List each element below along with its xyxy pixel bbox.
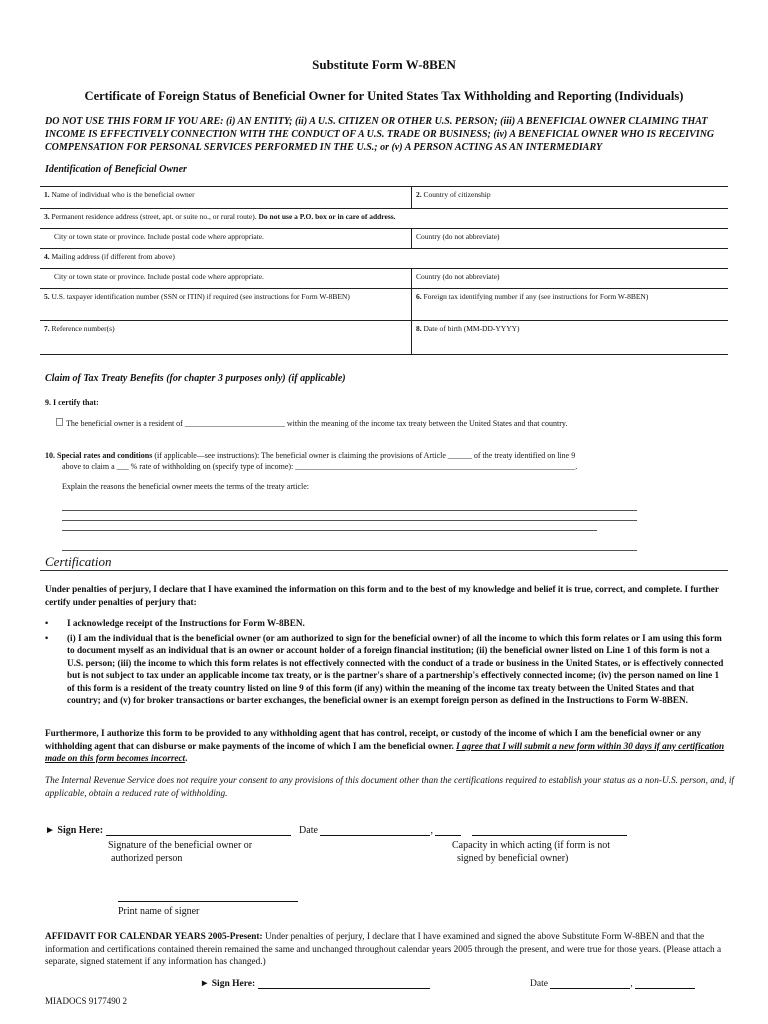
authorization-paragraph: Furthermore, I authorize this form to be provided to any withholding agent that has control, receipt, or custody of the income of which I am the beneficial owner or any withholding agent that can disburse or make payments of the income of which I am the beneficial owner. I agree that I will submit a new form within 30 days if any certification made on this form becomes incorrect. [45, 728, 725, 763]
date-year-line[interactable] [435, 825, 461, 836]
field-reference[interactable]: 7. Reference number(s) [40, 321, 412, 355]
explain-line-4[interactable] [62, 550, 637, 551]
field-us-tin[interactable]: 5. U.S. taxpayer identification number (SSN or ITIN) if required (see instructions for Form W-8BEN) [40, 289, 412, 321]
field-foreign-tin[interactable]: 6. Foreign tax identifying number if any (see instructions for Form W-8BEN) [412, 289, 729, 321]
affidavit-signature-row: ► Sign Here: [200, 978, 430, 989]
explain-line-2[interactable] [62, 520, 637, 521]
explain-line-1[interactable] [62, 510, 637, 511]
form-title: Substitute Form W-8BEN [312, 57, 456, 72]
signature-caption: Signature of the beneficial owner or authorized person [108, 840, 253, 864]
certification-heading: Certification [45, 554, 112, 569]
form-subtitle: Certificate of Foreign Status of Beneficial Owner for United States Tax Withholding and Reporting (Individuals) [84, 89, 684, 103]
treaty-heading: Claim of Tax Treaty Benefits (for chapter 3 purposes only) (if applicable) [45, 373, 346, 384]
certification-intro: Under penalties of perjury, I declare that I have examined the information on this form and to the best of my knowledge and belief it is true, correct, and complete. I further certify under penalties of perjury that: [45, 584, 719, 607]
affidavit-date-year-line[interactable] [635, 978, 695, 989]
line-9a: The beneficial owner is a resident of _________________________ within the meaning of the income tax treaty between the United States and that country. [56, 418, 567, 428]
signature-row: ► Sign Here: Date , [45, 825, 627, 836]
line-9-label: 9. I certify that: [45, 398, 99, 407]
affidavit-date-row: Date , [530, 978, 695, 989]
line-9a-checkbox[interactable] [56, 418, 63, 426]
affidavit-date-line[interactable] [550, 978, 630, 989]
field-country-2[interactable]: Country (do not abbreviate) [412, 269, 729, 289]
print-name-caption: Print name of signer [118, 906, 200, 917]
residence-country-blank[interactable]: _________________________ [184, 419, 285, 428]
explain-line-3[interactable] [62, 530, 597, 531]
print-name-line[interactable] [118, 901, 298, 902]
signature-line[interactable] [106, 825, 291, 836]
field-country-1[interactable]: Country (do not abbreviate) [412, 229, 729, 249]
explain-label: Explain the reasons the beneficial owner meets the terms of the treaty article: [62, 482, 310, 491]
field-citizenship[interactable]: 2. Country of citizenship [412, 187, 729, 209]
certification-bullets [45, 617, 725, 709]
identification-heading: Identification of Beneficial Owner [45, 164, 187, 175]
field-mailing-address[interactable]: 4. Mailing address (if different from above) [40, 249, 728, 269]
document-id: MIADOCS 9177490 2 [45, 996, 128, 1006]
field-name[interactable]: 1. Name of individual who is the beneficial owner [40, 187, 412, 209]
field-dob[interactable]: 8. Date of birth (MM-DD-YYYY) [412, 321, 729, 355]
field-city-2[interactable]: City or town state or province. Include postal code where appropriate. [40, 269, 412, 289]
affidavit: AFFIDAVIT FOR CALENDAR YEARS 2005-Present: Under penalties of perjury, I declare that I have examined and signed the above Substitute Form W-8BEN and that the information and certifications contained therein remained the same and unchanged throughout calendar years 2005 through the present, and were true for those years. (Please attach a separate, signed statement if any information has changed.) [45, 932, 722, 967]
irs-consent-note: The Internal Revenue Service does not require your consent to any provisions of this document other than the certifications required to establish your status as a non-U.S. person, and, if applicable, obtain a reduced rate of withholding. [45, 776, 734, 799]
bullet-statements: • (i) I am the individual that is the beneficial owner (or am authorized to sign for the beneficial owner) of all the income to which this form relates or I am using this form to document myself as an individual that is an owner or account holder of a foreign financial institution; (ii) the beneficial owner listed on Line 1 of this form is not a U.S. person; (iii) the income to which this form relates is not effectively connected with the conduct of a trade or business in the United States, or is effectively connected but is not subject to tax under an applicable income tax treaty, or is the partner's share of a partnership's effectively connected income; (iv) the person named on line 1 of this form is a resident of the treaty country listed on line 9 of this form (if any) within the meaning of the income tax treaty between the United States and that country; and (v) for broker transactions or barter exchanges, the beneficial owner is an exempt foreign person as defined in the Instructions to Form W-8BEN. [45, 632, 725, 707]
bullet-instructions: • I acknowledge receipt of the Instructions for Form W-8BEN. [45, 617, 725, 630]
certification-rule [40, 570, 728, 571]
usage-warning: DO NOT USE THIS FORM IF YOU ARE: (i) AN ENTITY; (ii) A U.S. CITIZEN OR OTHER U.S. PERSON; (iii) A BENEFICIAL OWNER CLAIMING THAT INCOME IS EFFECTIVELY CONNECTION WITH THE CONDUCT OF A U.S. TRADE OR BUSINESS; (iv) A BENEFICIAL OWNER WHO IS RECEIVING COMPENSATION FOR PERSONAL SERVICES PERFORMED IN THE U.S.; or (v) A PERSON ACTING AS AN INTERMEDIARY [45, 116, 715, 153]
identification-table [40, 186, 728, 355]
line-10: 10. Special rates and conditions (if applicable—see instructions): The beneficial owner is claiming the provisions of Article ______ of the treaty identified on line 9 above to claim a ___ % rate of withholding on (specify type of income): ______________________________________________________________________. [45, 451, 578, 471]
capacity-line[interactable] [472, 825, 627, 836]
field-permanent-address[interactable]: 3. Permanent residence address (street, apt. or suite no., or rural route). Do not use a P.O. box or in care of address. [40, 209, 728, 229]
field-city-1[interactable]: City or town state or province. Include postal code where appropriate. [40, 229, 412, 249]
date-line[interactable] [320, 825, 430, 836]
affidavit-signature-line[interactable] [258, 978, 430, 989]
capacity-caption: Capacity in which acting (if form is not signed by beneficial owner) [452, 840, 611, 864]
